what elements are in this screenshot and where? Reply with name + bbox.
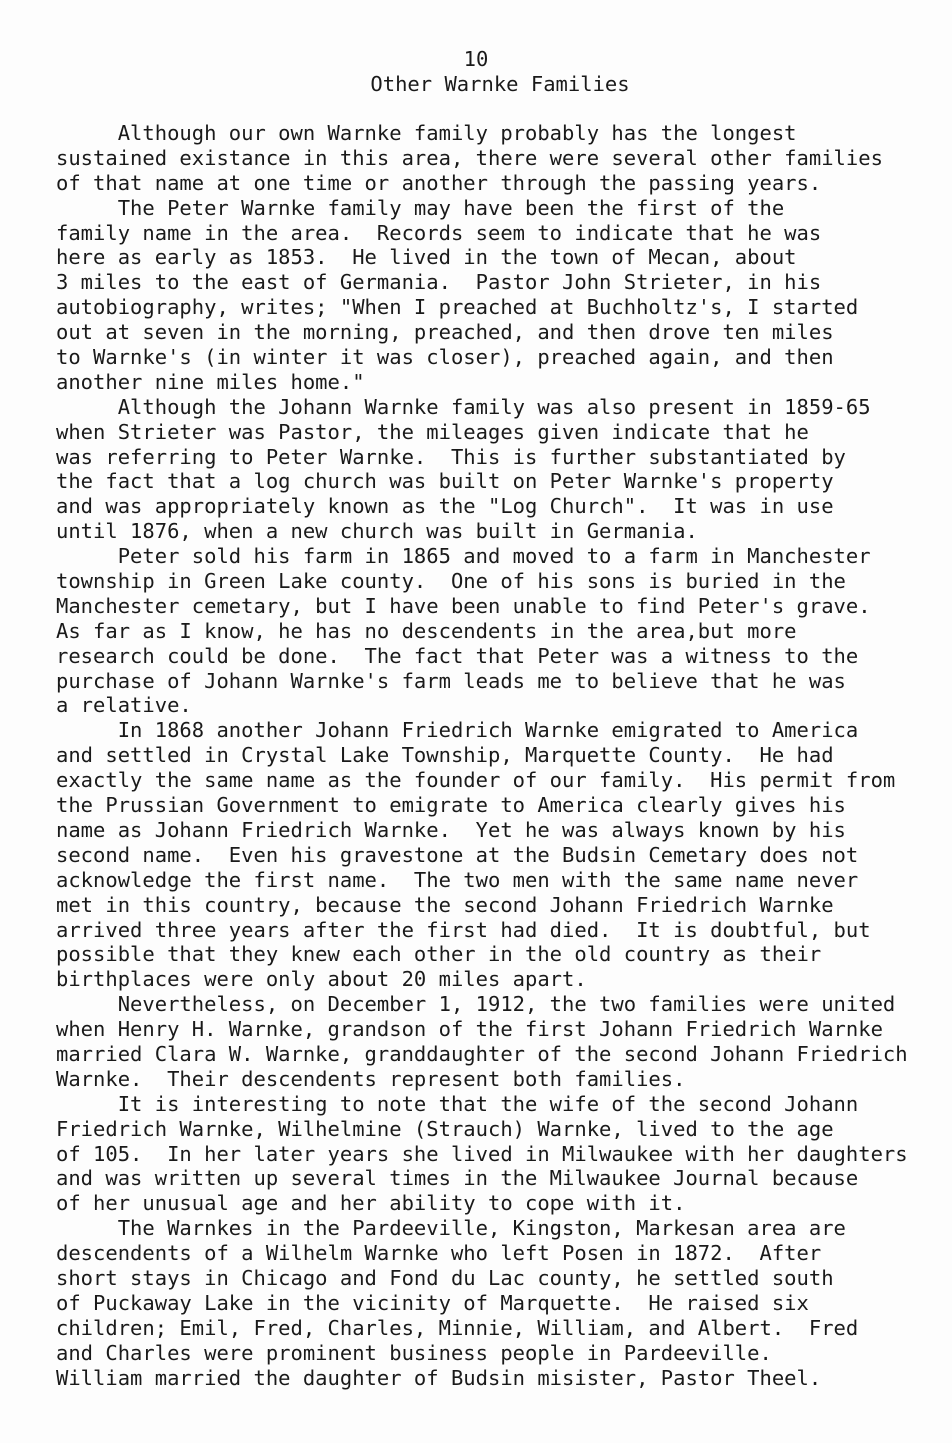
- text-line: was referring to Peter Warnke. This is further substantiated by: [56, 444, 846, 469]
- text-line: name as Johann Friedrich Warnke. Yet he was always known by his: [56, 817, 846, 842]
- text-line: children; Emil, Fred, Charles, Minnie, William, and Albert. Fred: [56, 1315, 859, 1340]
- text-line: of that name at one time or another through the passing years.: [56, 170, 822, 195]
- text-line: Friedrich Warnke, Wilhelmine (Strauch) Warnke, lived to the age: [56, 1116, 834, 1141]
- text-line: birthplaces were only about 20 miles apart.: [56, 967, 587, 992]
- text-line: Nevertheless, on December 1, 1912, the two families were united: [56, 992, 896, 1017]
- text-line: another nine miles home.": [56, 369, 365, 394]
- body-text: [56, 121, 936, 1390]
- text-line: the Prussian Government to emigrate to America clearly gives his: [56, 793, 846, 818]
- text-line: possible that they knew each other in the old country as their: [56, 942, 822, 967]
- text-line: Warnke. Their descendents represent both families.: [56, 1066, 686, 1091]
- text-line: It is interesting to note that the wife of the second Johann: [56, 1091, 859, 1116]
- text-line: Peter sold his farm in 1865 and moved to a farm in Manchester: [56, 544, 871, 569]
- text-line: of her unusual age and her ability to cope with it.: [56, 1191, 686, 1216]
- text-line: and was written up several times in the Milwaukee Journal because: [56, 1166, 859, 1191]
- text-line: family name in the area. Records seem to indicate that he was: [56, 220, 822, 245]
- text-line: autobiography, writes; "When I preached at Buchholtz's, I started: [56, 295, 859, 320]
- text-line: here as early as 1853. He lived in the town of Mecan, about: [56, 245, 797, 270]
- text-line: acknowledge the first name. The two men with the same name never: [56, 867, 859, 892]
- text-line: short stays in Chicago and Fond du Lac county, he settled south: [56, 1265, 834, 1290]
- text-line: to Warnke's (in winter it was closer), preached again, and then: [56, 345, 834, 370]
- text-line: when Henry H. Warnke, grandson of the first Johann Friedrich Warnke: [56, 1017, 883, 1042]
- text-line: descendents of a Wilhelm Warnke who left Posen in 1872. After: [56, 1241, 822, 1266]
- text-line: when Strieter was Pastor, the mileages given indicate that he: [56, 419, 809, 444]
- text-line: research could be done. The fact that Peter was a witness to the: [56, 643, 859, 668]
- text-line: married Clara W. Warnke, granddaughter of the second Johann Friedrich: [56, 1041, 908, 1066]
- text-line: of Puckaway Lake in the vicinity of Marquette. He raised six: [56, 1290, 809, 1315]
- text-line: William married the daughter of Budsin misister, Pastor Theel.: [56, 1365, 822, 1390]
- page-title: Other Warnke Families: [370, 72, 630, 96]
- text-line: purchase of Johann Warnke's farm leads me to believe that he was: [56, 668, 846, 693]
- page-number: 10: [463, 47, 489, 71]
- text-line: Manchester cemetary, but I have been unable to find Peter's grave.: [56, 593, 871, 618]
- text-line: arrived three years after the first had died. It is doubtful, but: [56, 917, 871, 942]
- text-line: As far as I know, he has no descendents in the area,but more: [56, 618, 797, 643]
- text-line: exactly the same name as the founder of our family. His permit from: [56, 768, 896, 793]
- text-line: 3 miles to the east of Germania. Pastor John Strieter, in his: [56, 270, 822, 295]
- text-line: a relative.: [56, 693, 192, 718]
- text-line: out at seven in the morning, preached, and then drove ten miles: [56, 320, 834, 345]
- text-line: township in Green Lake county. One of his sons is buried in the: [56, 569, 846, 594]
- text-line: Although the Johann Warnke family was also present in 1859-65: [56, 394, 871, 419]
- text-line: of 105. In her later years she lived in Milwaukee with her daughters: [56, 1141, 908, 1166]
- text-line: second name. Even his gravestone at the Budsin Cemetary does not: [56, 842, 859, 867]
- text-line: and settled in Crystal Lake Township, Marquette County. He had: [56, 743, 834, 768]
- text-line: Although our own Warnke family probably has the longest: [56, 121, 797, 145]
- text-line: the fact that a log church was built on Peter Warnke's property: [56, 469, 834, 494]
- text-line: until 1876, when a new church was built in Germania.: [56, 519, 698, 544]
- text-line: The Warnkes in the Pardeeville, Kingston, Markesan area are: [56, 1216, 846, 1241]
- text-line: met in this country, because the second Johann Friedrich Warnke: [56, 892, 834, 917]
- text-line: The Peter Warnke family may have been the first of the: [56, 195, 785, 220]
- text-line: sustained existance in this area, there were several other families: [56, 145, 883, 170]
- text-line: In 1868 another Johann Friedrich Warnke emigrated to America: [56, 718, 859, 743]
- text-line: and Charles were prominent business people in Pardeeville.: [56, 1340, 772, 1365]
- text-line: and was appropriately known as the "Log Church". It was in use: [56, 494, 834, 519]
